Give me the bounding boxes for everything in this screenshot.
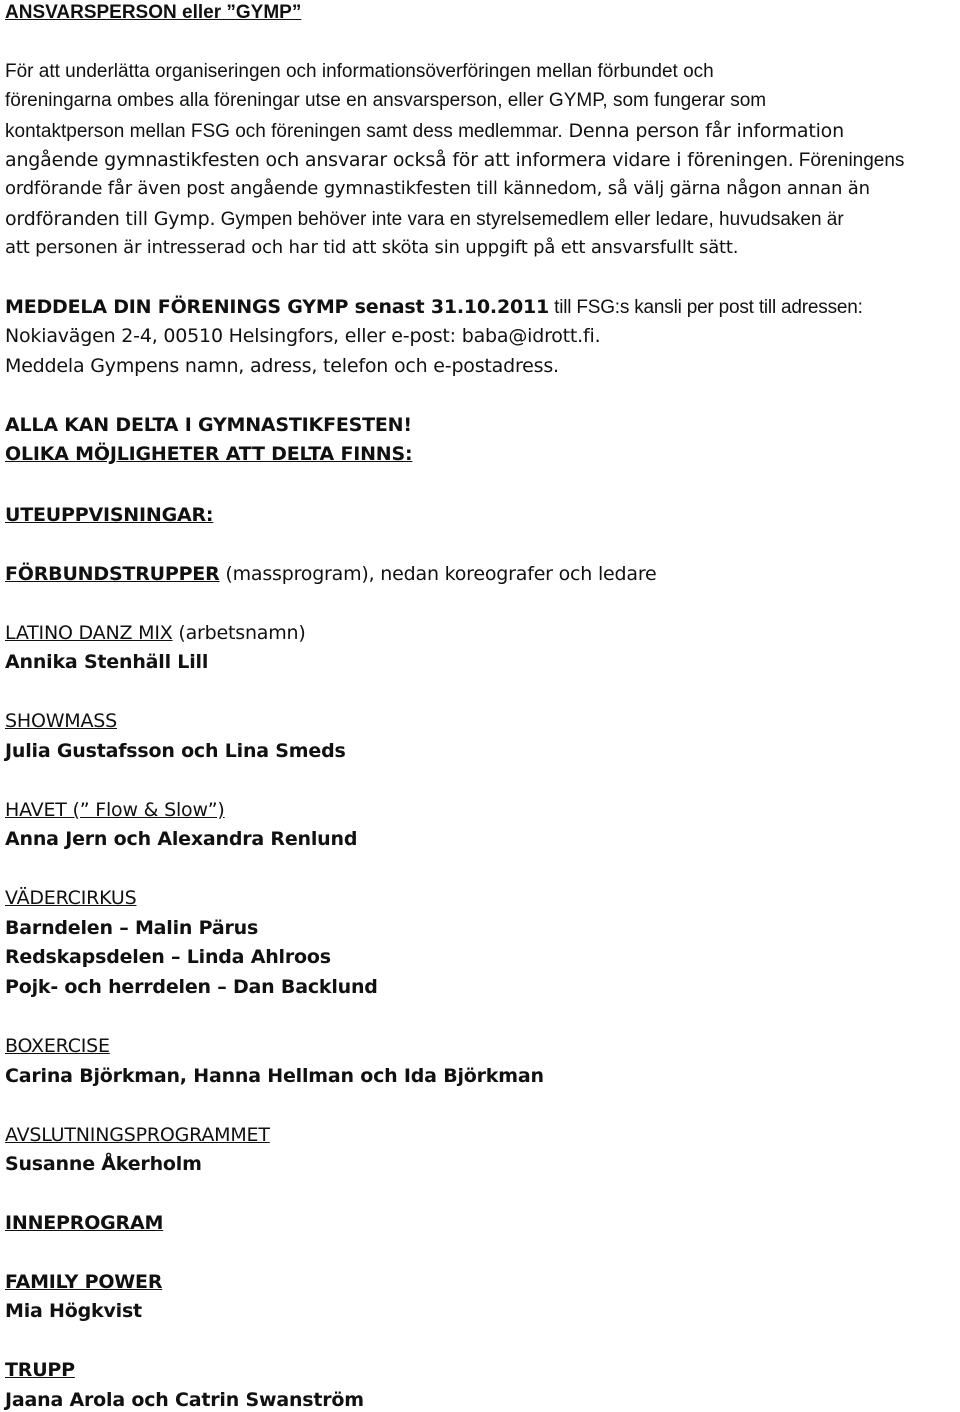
havet-title: HAVET (” Flow & Slow”) <box>5 799 225 821</box>
intro-line-6-part-a: ordföranden till Gymp. <box>5 208 216 230</box>
latino-line <box>5 622 306 644</box>
latino-title: LATINO DANZ MIX <box>5 622 173 644</box>
intro-line-1: För att underlätta organiseringen och informationsöverföringen mellan förbundet och <box>5 61 714 82</box>
showmass-leader: Julia Gustafsson och Lina Smeds <box>5 740 346 762</box>
vader-line-3: Pojk- och herrdelen – Dan Backlund <box>5 976 378 998</box>
closing-title: AVSLUTNINGSPROGRAMMET <box>5 1124 270 1146</box>
page-title: ANSVARSPERSON eller ”GYMP” <box>5 2 302 23</box>
notice-instructions: till FSG:s kansli per post till adressen: <box>549 297 863 318</box>
notice-info: Meddela Gympens namn, adress, telefon och e-postadress. <box>5 355 559 377</box>
intro-line-4-part-b: Föreningens <box>793 150 905 171</box>
family-leader: Mia Högkvist <box>5 1300 142 1322</box>
latino-description: (arbetsnamn) <box>172 622 306 644</box>
family-title: FAMILY POWER <box>5 1271 163 1293</box>
vader-title: VÄDERCIRKUS <box>5 887 137 909</box>
intro-line-4 <box>5 149 904 172</box>
intro-line-7: att personen är intresserad och har tid att sköta sin uppgift på ett ansvarsfullt sätt. <box>5 237 739 258</box>
vader-line-2: Redskapsdelen – Linda Ahlroos <box>5 946 331 968</box>
intro-line-4-part-a: angående gymnastikfesten och ansvarar också för att informera vidare i föreningen. <box>5 149 794 171</box>
troops-description: (massprogram), nedan koreografer och ledare <box>219 563 657 585</box>
intro-line-5: ordförande får även post angående gymnastikfesten till kännedom, så välj gärna någon annan än <box>5 178 870 199</box>
indoor-heading: INNEPROGRAM <box>5 1212 164 1234</box>
all-can-participate: ALLA KAN DELTA I GYMNASTIKFESTEN! <box>5 414 412 436</box>
vader-line-1: Barndelen – Malin Pärus <box>5 917 259 939</box>
intro-line-3-part-b: Denna person får information <box>562 120 844 142</box>
participation-options-heading: OLIKA MÖJLIGHETER ATT DELTA FINNS: <box>5 443 413 465</box>
latino-leader: Annika Stenhäll Lill <box>5 651 209 673</box>
closing-leader: Susanne Åkerholm <box>5 1153 202 1175</box>
trupp-leader: Jaana Arola och Catrin Swanström <box>5 1389 364 1411</box>
notice-line <box>5 296 863 319</box>
intro-line-3 <box>5 120 844 143</box>
notice-deadline: MEDDELA DIN FÖRENINGS GYMP senast 31.10.2011 <box>5 296 550 318</box>
intro-line-6-part-b: Gympen behöver inte vara en styrelsemedlem eller ledare, huvudsaken är <box>215 209 844 230</box>
havet-leader: Anna Jern och Alexandra Renlund <box>5 828 358 850</box>
boxercise-title: BOXERCISE <box>5 1035 110 1057</box>
boxercise-leader: Carina Björkman, Hanna Hellman och Ida Björkman <box>5 1065 544 1087</box>
showmass-title: SHOWMASS <box>5 710 118 732</box>
outdoor-heading: UTEUPPVISNINGAR: <box>5 504 214 526</box>
notice-address: Nokiavägen 2-4, 00510 Helsingfors, eller e-post: baba@idrott.fi. <box>5 325 601 347</box>
trupp-title: TRUPP <box>5 1359 75 1381</box>
troops-line <box>5 563 657 585</box>
troops-title: FÖRBUNDSTRUPPER <box>5 563 220 585</box>
intro-line-2: föreningarna ombes alla föreningar utse en ansvarsperson, eller GYMP, som fungerar som <box>5 90 767 111</box>
intro-line-6 <box>5 208 844 231</box>
intro-line-3-part-a: kontaktperson mellan FSG och föreningen samt dess medlemmar. <box>5 121 563 142</box>
